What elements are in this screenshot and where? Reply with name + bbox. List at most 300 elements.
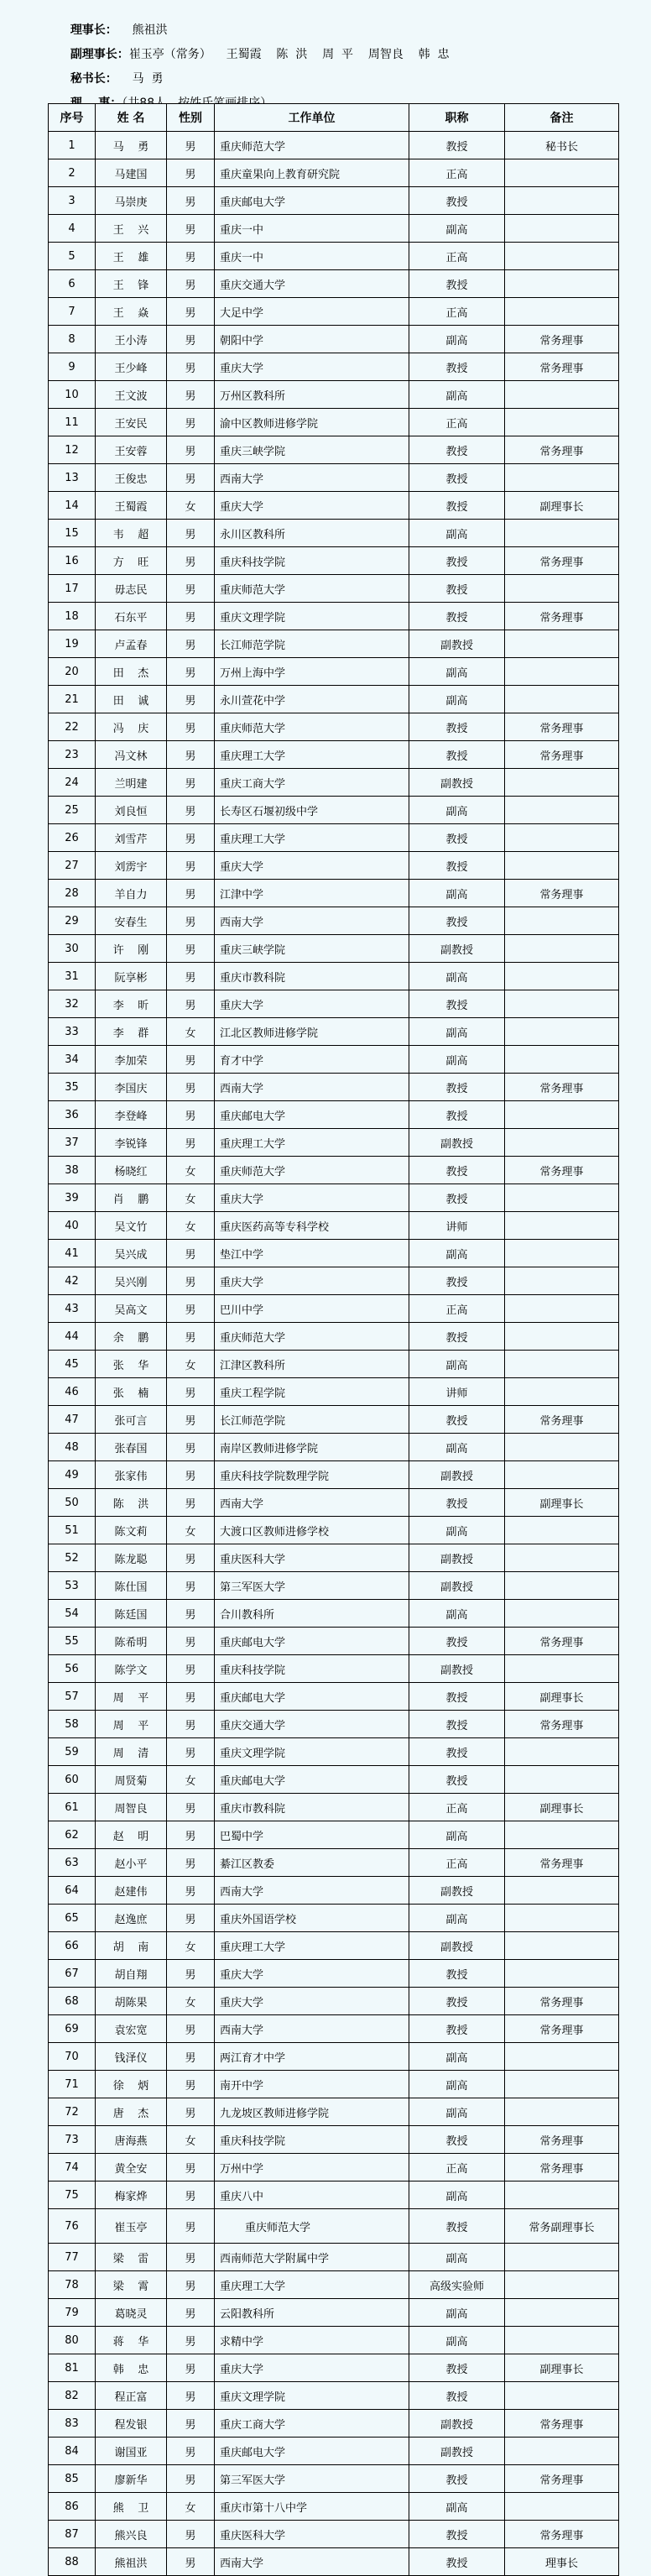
cell-remark <box>505 935 619 963</box>
cell-gender: 男 <box>167 907 215 935</box>
table-row <box>49 907 619 935</box>
cell-title: 教授 <box>409 187 505 215</box>
cell-gender: 男 <box>167 1738 215 1766</box>
cell-workplace: 垫江中学 <box>215 1240 409 1267</box>
cell-title: 教授 <box>409 603 505 630</box>
table-row <box>49 1074 619 1101</box>
cell-remark <box>505 1184 619 1212</box>
header-block <box>0 0 651 103</box>
cell-gender: 男 <box>167 2438 215 2465</box>
cell-workplace: 重庆师范大学 <box>215 2209 409 2244</box>
cell-index: 76 <box>49 2209 96 2244</box>
table-row <box>49 1794 619 1821</box>
cell-index: 40 <box>49 1212 96 1240</box>
cell-workplace: 重庆八中 <box>215 2182 409 2209</box>
cell-gender: 男 <box>167 1461 215 1489</box>
cell-gender: 男 <box>167 353 215 381</box>
cell-remark <box>505 381 619 409</box>
cell-remark <box>505 852 619 880</box>
cell-index: 8 <box>49 326 96 353</box>
cell-workplace: 重庆童果向上教育研究院 <box>215 159 409 187</box>
cell-workplace: 重庆邮电大学 <box>215 187 409 215</box>
cell-workplace: 重庆邮电大学 <box>215 1628 409 1655</box>
cell-index: 75 <box>49 2182 96 2209</box>
cell-name: 周 清 <box>96 1738 167 1766</box>
cell-name: 王小涛 <box>96 326 167 353</box>
cell-title: 教授 <box>409 2126 505 2154</box>
column-header-name: 姓 名 <box>96 104 167 132</box>
table-row <box>49 2465 619 2493</box>
cell-workplace: 重庆文理学院 <box>215 1738 409 1766</box>
cell-gender: 男 <box>167 769 215 797</box>
cell-index: 21 <box>49 686 96 713</box>
cell-gender: 女 <box>167 2126 215 2154</box>
cell-gender: 男 <box>167 270 215 298</box>
table-row <box>49 741 619 769</box>
table-row <box>49 2015 619 2043</box>
cell-gender: 男 <box>167 1129 215 1157</box>
cell-title: 教授 <box>409 2382 505 2410</box>
cell-workplace: 重庆理工大学 <box>215 2271 409 2299</box>
table-row <box>49 1267 619 1295</box>
cell-index: 51 <box>49 1517 96 1544</box>
cell-title: 副高 <box>409 1046 505 1074</box>
cell-title: 讲师 <box>409 1212 505 1240</box>
cell-remark <box>505 1212 619 1240</box>
cell-index: 3 <box>49 187 96 215</box>
cell-workplace: 重庆师范大学 <box>215 713 409 741</box>
cell-gender: 男 <box>167 2015 215 2043</box>
cell-workplace: 重庆交通大学 <box>215 1711 409 1738</box>
cell-name: 张 楠 <box>96 1378 167 1406</box>
cell-title: 副高 <box>409 1351 505 1378</box>
cell-title: 教授 <box>409 270 505 298</box>
cell-gender: 男 <box>167 409 215 436</box>
table-row <box>49 243 619 270</box>
cell-remark: 常务理事 <box>505 1157 619 1184</box>
cell-name: 李锐锋 <box>96 1129 167 1157</box>
cell-index: 55 <box>49 1628 96 1655</box>
cell-workplace: 重庆师范大学 <box>215 132 409 159</box>
cell-title: 教授 <box>409 713 505 741</box>
cell-workplace: 重庆大学 <box>215 1267 409 1295</box>
cell-gender: 男 <box>167 2465 215 2493</box>
cell-index: 49 <box>49 1461 96 1489</box>
cell-remark <box>505 270 619 298</box>
cell-index: 25 <box>49 797 96 824</box>
cell-title: 副高 <box>409 2182 505 2209</box>
cell-workplace: 两江育才中学 <box>215 2043 409 2071</box>
table-row <box>49 2126 619 2154</box>
cell-title: 教授 <box>409 1489 505 1517</box>
secretary-label: 秘书长： <box>70 72 117 86</box>
cell-index: 18 <box>49 603 96 630</box>
cell-gender: 男 <box>167 880 215 907</box>
cell-remark <box>505 2382 619 2410</box>
cell-remark <box>505 1267 619 1295</box>
cell-name: 李国庆 <box>96 1074 167 1101</box>
cell-gender: 女 <box>167 1766 215 1794</box>
cell-gender: 男 <box>167 1655 215 1683</box>
cell-name: 石东平 <box>96 603 167 630</box>
cell-remark: 常务理事 <box>505 2154 619 2182</box>
cell-title: 副高 <box>409 880 505 907</box>
cell-remark <box>505 907 619 935</box>
cell-title: 副教授 <box>409 2438 505 2465</box>
cell-name: 王文波 <box>96 381 167 409</box>
cell-name: 赵建伟 <box>96 1877 167 1905</box>
cell-title: 教授 <box>409 436 505 464</box>
cell-title: 副高 <box>409 1240 505 1267</box>
cell-remark <box>505 1766 619 1794</box>
cell-gender: 女 <box>167 492 215 520</box>
cell-index: 29 <box>49 907 96 935</box>
table-row <box>49 2071 619 2098</box>
cell-remark <box>505 963 619 990</box>
cell-name: 王蜀霞 <box>96 492 167 520</box>
cell-title: 教授 <box>409 824 505 852</box>
cell-remark <box>505 1544 619 1572</box>
cell-name: 王 锋 <box>96 270 167 298</box>
table-row <box>49 603 619 630</box>
cell-title: 正高 <box>409 298 505 326</box>
cell-name: 王 兴 <box>96 215 167 243</box>
cell-gender: 男 <box>167 1821 215 1849</box>
cell-workplace: 重庆市第十八中学 <box>215 2493 409 2521</box>
cell-remark <box>505 575 619 603</box>
cell-gender: 男 <box>167 381 215 409</box>
cell-name: 梁 雷 <box>96 2244 167 2271</box>
cell-index: 57 <box>49 1683 96 1711</box>
cell-index: 66 <box>49 1932 96 1960</box>
cell-workplace: 巴蜀中学 <box>215 1821 409 1849</box>
cell-index: 60 <box>49 1766 96 1794</box>
cell-name: 肖 鹏 <box>96 1184 167 1212</box>
cell-index: 52 <box>49 1544 96 1572</box>
cell-gender: 男 <box>167 1406 215 1434</box>
cell-name: 刘雪芹 <box>96 824 167 852</box>
cell-gender: 男 <box>167 1074 215 1101</box>
cell-name: 赵逸庶 <box>96 1905 167 1932</box>
cell-index: 77 <box>49 2244 96 2271</box>
cell-title: 副教授 <box>409 935 505 963</box>
cell-index: 86 <box>49 2493 96 2521</box>
cell-name: 陈廷国 <box>96 1600 167 1628</box>
cell-title: 教授 <box>409 1323 505 1351</box>
cell-workplace: 九龙坡区教师进修学院 <box>215 2098 409 2126</box>
cell-remark <box>505 1018 619 1046</box>
cell-index: 88 <box>49 2548 96 2576</box>
cell-index: 67 <box>49 1960 96 1988</box>
table-row <box>49 658 619 686</box>
cell-remark: 常务理事 <box>505 1849 619 1877</box>
cell-title: 教授 <box>409 547 505 575</box>
cell-title: 副高 <box>409 2299 505 2327</box>
cell-workplace: 渝中区教师进修学院 <box>215 409 409 436</box>
table-row <box>49 1655 619 1683</box>
cell-index: 9 <box>49 353 96 381</box>
table-row <box>49 990 619 1018</box>
cell-remark <box>505 520 619 547</box>
cell-remark <box>505 1517 619 1544</box>
cell-remark: 副理事长 <box>505 2354 619 2382</box>
cell-title: 教授 <box>409 353 505 381</box>
table-row <box>49 1351 619 1378</box>
cell-index: 47 <box>49 1406 96 1434</box>
cell-gender: 男 <box>167 1877 215 1905</box>
cell-index: 74 <box>49 2154 96 2182</box>
cell-name: 吴文竹 <box>96 1212 167 1240</box>
cell-name: 梅家烨 <box>96 2182 167 2209</box>
cell-gender: 女 <box>167 1517 215 1544</box>
cell-remark <box>505 1323 619 1351</box>
table-row <box>49 1821 619 1849</box>
cell-name: 马崇庚 <box>96 187 167 215</box>
cell-index: 43 <box>49 1295 96 1323</box>
column-header-title: 职称 <box>409 104 505 132</box>
cell-index: 17 <box>49 575 96 603</box>
column-header-workplace: 工作单位 <box>215 104 409 132</box>
cell-gender: 女 <box>167 1018 215 1046</box>
cell-title: 正高 <box>409 1794 505 1821</box>
cell-title: 副教授 <box>409 1572 505 1600</box>
cell-remark: 常务副理事长 <box>505 2209 619 2244</box>
cell-index: 85 <box>49 2465 96 2493</box>
cell-index: 34 <box>49 1046 96 1074</box>
cell-name: 余 鹏 <box>96 1323 167 1351</box>
cell-workplace: 重庆文理学院 <box>215 2382 409 2410</box>
cell-title: 副教授 <box>409 1544 505 1572</box>
table-row <box>49 1184 619 1212</box>
cell-name: 梁 霄 <box>96 2271 167 2299</box>
cell-workplace: 重庆师范大学 <box>215 1323 409 1351</box>
cell-remark <box>505 187 619 215</box>
cell-gender: 男 <box>167 215 215 243</box>
cell-name: 王安民 <box>96 409 167 436</box>
cell-remark: 常务理事 <box>505 1074 619 1101</box>
cell-workplace: 重庆工程学院 <box>215 1378 409 1406</box>
cell-remark: 理事长 <box>505 2548 619 2576</box>
cell-name: 田 杰 <box>96 658 167 686</box>
cell-name: 李 群 <box>96 1018 167 1046</box>
cell-title: 副高 <box>409 381 505 409</box>
table-row <box>49 2493 619 2521</box>
cell-title: 教授 <box>409 907 505 935</box>
cell-name: 韩 忠 <box>96 2354 167 2382</box>
cell-remark <box>505 409 619 436</box>
cell-remark <box>505 243 619 270</box>
cell-remark <box>505 1046 619 1074</box>
table-row <box>49 1988 619 2015</box>
cell-index: 16 <box>49 547 96 575</box>
cell-title: 副高 <box>409 2043 505 2071</box>
table-row <box>49 630 619 658</box>
cell-title: 副高 <box>409 2071 505 2098</box>
cell-gender: 女 <box>167 1184 215 1212</box>
cell-index: 38 <box>49 1157 96 1184</box>
cell-name: 张家伟 <box>96 1461 167 1489</box>
cell-gender: 男 <box>167 243 215 270</box>
cell-gender: 男 <box>167 603 215 630</box>
cell-name: 胡自翔 <box>96 1960 167 1988</box>
cell-gender: 男 <box>167 2098 215 2126</box>
cell-remark <box>505 1461 619 1489</box>
cell-name: 唐海燕 <box>96 2126 167 2154</box>
cell-workplace: 第三军医大学 <box>215 2465 409 2493</box>
cell-name: 胡 南 <box>96 1932 167 1960</box>
cell-title: 教授 <box>409 1988 505 2015</box>
cell-name: 袁宏宽 <box>96 2015 167 2043</box>
cell-index: 46 <box>49 1378 96 1406</box>
cell-remark <box>505 159 619 187</box>
table-row <box>49 2299 619 2327</box>
cell-gender: 男 <box>167 658 215 686</box>
table-row <box>49 1240 619 1267</box>
cell-title: 教授 <box>409 575 505 603</box>
cell-title: 教授 <box>409 1406 505 1434</box>
cell-name: 熊 卫 <box>96 2493 167 2521</box>
table-body <box>49 132 619 2576</box>
cell-workplace: 重庆科技学院 <box>215 1655 409 1683</box>
cell-title: 教授 <box>409 1960 505 1988</box>
table-row <box>49 2244 619 2271</box>
cell-gender: 男 <box>167 1101 215 1129</box>
cell-index: 69 <box>49 2015 96 2043</box>
cell-gender: 男 <box>167 187 215 215</box>
cell-workplace: 江津区教科所 <box>215 1351 409 1378</box>
cell-workplace: 重庆市教科院 <box>215 963 409 990</box>
cell-remark: 常务理事 <box>505 547 619 575</box>
cell-gender: 女 <box>167 2493 215 2521</box>
cell-name: 王 焱 <box>96 298 167 326</box>
cell-name: 阮享彬 <box>96 963 167 990</box>
table-row <box>49 381 619 409</box>
cell-name: 安春生 <box>96 907 167 935</box>
table-row <box>49 1628 619 1655</box>
table-row <box>49 436 619 464</box>
table-row <box>49 935 619 963</box>
cell-name: 廖新华 <box>96 2465 167 2493</box>
cell-index: 42 <box>49 1267 96 1295</box>
cell-title: 正高 <box>409 243 505 270</box>
cell-workplace: 永川区教科所 <box>215 520 409 547</box>
table-row <box>49 1406 619 1434</box>
cell-gender: 男 <box>167 575 215 603</box>
table-row <box>49 852 619 880</box>
cell-workplace: 长江师范学院 <box>215 1406 409 1434</box>
cell-remark <box>505 686 619 713</box>
cell-gender: 女 <box>167 1212 215 1240</box>
cell-gender: 男 <box>167 2182 215 2209</box>
cell-gender: 男 <box>167 713 215 741</box>
chairman-label: 理事长： <box>70 24 117 37</box>
cell-workplace: 重庆大学 <box>215 852 409 880</box>
cell-workplace: 重庆邮电大学 <box>215 1101 409 1129</box>
cell-index: 35 <box>49 1074 96 1101</box>
cell-index: 37 <box>49 1129 96 1157</box>
cell-workplace: 万州上海中学 <box>215 658 409 686</box>
cell-workplace: 江津中学 <box>215 880 409 907</box>
cell-gender: 男 <box>167 159 215 187</box>
table-row <box>49 1295 619 1323</box>
cell-index: 81 <box>49 2354 96 2382</box>
cell-title: 教授 <box>409 2521 505 2548</box>
cell-workplace: 朝阳中学 <box>215 326 409 353</box>
cell-title: 教授 <box>409 741 505 769</box>
cell-workplace: 大足中学 <box>215 298 409 326</box>
table-row <box>49 1018 619 1046</box>
cell-index: 72 <box>49 2098 96 2126</box>
cell-gender: 男 <box>167 990 215 1018</box>
cell-workplace: 重庆工商大学 <box>215 2410 409 2438</box>
cell-title: 教授 <box>409 1766 505 1794</box>
cell-workplace: 万州区教科所 <box>215 381 409 409</box>
cell-index: 50 <box>49 1489 96 1517</box>
cell-remark <box>505 1655 619 1683</box>
cell-workplace: 重庆市教科院 <box>215 1794 409 1821</box>
cell-remark <box>505 2071 619 2098</box>
cell-remark <box>505 1378 619 1406</box>
cell-index: 26 <box>49 824 96 852</box>
cell-remark <box>505 2438 619 2465</box>
cell-workplace: 重庆科技学院 <box>215 547 409 575</box>
cell-workplace: 重庆文理学院 <box>215 603 409 630</box>
cell-gender: 男 <box>167 1849 215 1877</box>
cell-name: 胡陈果 <box>96 1988 167 2015</box>
table-row <box>49 1711 619 1738</box>
cell-title: 副高 <box>409 1600 505 1628</box>
cell-workplace: 重庆师范大学 <box>215 575 409 603</box>
cell-index: 20 <box>49 658 96 686</box>
cell-gender: 男 <box>167 1323 215 1351</box>
cell-index: 84 <box>49 2438 96 2465</box>
cell-title: 教授 <box>409 1738 505 1766</box>
cell-gender: 男 <box>167 1794 215 1821</box>
cell-index: 27 <box>49 852 96 880</box>
cell-remark: 副理事长 <box>505 1489 619 1517</box>
cell-remark <box>505 2299 619 2327</box>
cell-remark <box>505 2244 619 2271</box>
table-row <box>49 713 619 741</box>
cell-name: 李登峰 <box>96 1101 167 1129</box>
cell-index: 53 <box>49 1572 96 1600</box>
cell-remark <box>505 1960 619 1988</box>
cell-title: 高级实验师 <box>409 2271 505 2299</box>
cell-gender: 男 <box>167 1046 215 1074</box>
cell-index: 4 <box>49 215 96 243</box>
cell-index: 30 <box>49 935 96 963</box>
table-row <box>49 1544 619 1572</box>
cell-name: 程正富 <box>96 2382 167 2410</box>
table-row <box>49 1960 619 1988</box>
cell-title: 教授 <box>409 2209 505 2244</box>
cell-title: 副高 <box>409 520 505 547</box>
cell-remark <box>505 298 619 326</box>
cell-index: 73 <box>49 2126 96 2154</box>
cell-remark: 常务理事 <box>505 1711 619 1738</box>
cell-remark: 常务理事 <box>505 2015 619 2043</box>
table-row <box>49 270 619 298</box>
cell-remark <box>505 1932 619 1960</box>
cell-workplace: 重庆大学 <box>215 2354 409 2382</box>
cell-title: 教授 <box>409 2465 505 2493</box>
cell-name: 张 华 <box>96 1351 167 1378</box>
cell-name: 卢孟春 <box>96 630 167 658</box>
cell-gender: 男 <box>167 741 215 769</box>
cell-workplace: 江北区教师进修学院 <box>215 1018 409 1046</box>
cell-index: 15 <box>49 520 96 547</box>
cell-index: 10 <box>49 381 96 409</box>
